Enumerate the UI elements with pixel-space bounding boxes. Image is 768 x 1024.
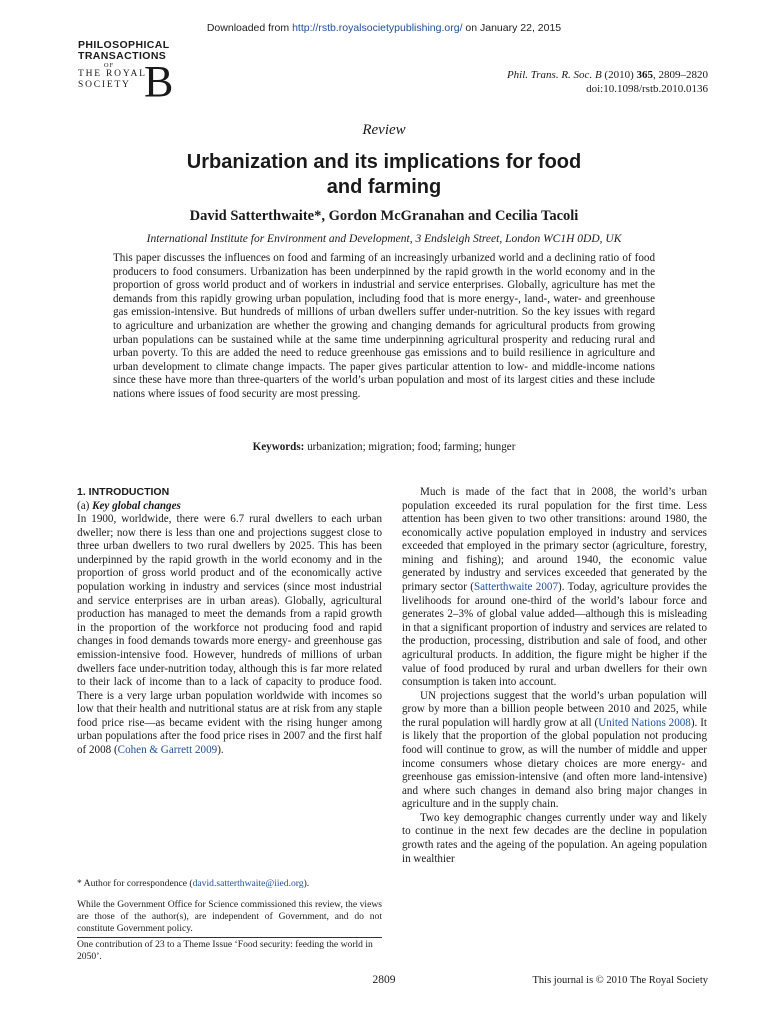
footnote-author: * Author for correspondence (david.satterthwaite@iied.org).	[77, 878, 310, 889]
paragraph: Two key demographic changes currently under way and likely to continue in the next few decades are the decline in population growth rates and the ageing of the population. An ageing population in wealthier	[402, 811, 707, 865]
author-email-link[interactable]: david.satterthwaite@iied.org	[192, 878, 304, 889]
paragraph: Much is made of the fact that in 2008, the world’s urban population exceeded its rural population for the first time. Less attention has been given to two other transitions: around 1980, the economically active population employed in industry and services exceeded that employed in the primary sector (agriculture, forestry, mining and fishing); and around 1940, the economic value generated by industry and services exceeded that generated by the primary sector (Satterthwaite 2007). Today, agriculture provides the livelihoods for around one-third of the world’s labour force and generates 2–3% of global value added—although this is misleading in that a significant proportion of industry and services are related to the production, processing, distribution and sale of food, and other agricultural products. In addition, the figure might be higher if the value of food produced by rural and urban dwellers for their own consumption is taken into account.	[402, 486, 707, 689]
authors: David Satterthwaite*, Gordon McGranahan and Cecilia Tacoli	[189, 208, 579, 224]
footnote-divider	[77, 937, 382, 938]
subsection-heading: (a) Key global changes	[77, 499, 181, 512]
article-type: Review	[362, 122, 406, 138]
footnote-theme: One contribution of 23 to a Theme Issue ‘Food security: feeding the world in 2050’.	[77, 939, 373, 962]
reference-link[interactable]: Cohen & Garrett 2009	[117, 743, 218, 756]
abstract: This paper discusses the influences on food and farming of an increasingly urbanized world and a declining ratio of food producers to food consumers. Urbanization has been underpinned by the rapid growth in the world economy and in the proportion of gross world product and of workers in industrial and service enterprises. Globally, agriculture has met the demands from this rapidly growing urban population, including food that is more energy-, land-, water- and greenhouse gas emission-intensive. But hundreds of millions of urban dwellers suffer under-nutrition. So the key issues with regard to agriculture and urbanization are whether the growing and changing demands for agricultural products from growing urban populations can be sustained while at the same time underpinning agricultural prosperity and reducing rural and urban poverty. To this are added the need to reduce greenhouse gas emissions and to build resilience in agriculture and urban development to climate change impacts. The paper gives particular attention to low- and middle-income nations since these have more than three-quarters of the world’s urban population and most of its largest cities and these include nations where issues of food security are most pressing.	[113, 252, 655, 400]
logo-text: PHILOSOPHICAL TRANSACTIONS	[78, 39, 170, 62]
body-column-right	[402, 486, 707, 866]
body-column-left	[77, 486, 382, 758]
copyright-notice: This journal is © 2010 The Royal Society	[532, 975, 708, 986]
page-number: 2809	[372, 974, 396, 986]
download-url-link[interactable]: http://rstb.royalsocietypublishing.org/	[292, 22, 463, 34]
reference-link[interactable]: Satterthwaite 2007	[473, 581, 558, 594]
affiliation: International Institute for Environment and Development, 3 Endsleigh Street, London WC1H 0DD, UK	[146, 233, 622, 245]
logo-b-mark: B	[144, 57, 174, 106]
section-heading: 1. INTRODUCTION	[77, 486, 170, 498]
paragraph: UN projections suggest that the world’s urban population will grow by more than a billion people between 2010 and 2025, while the rural population will hardly grow at all (United Nations 2008). It is likely that the proportion of the global population not producing food will continue to grow, as will the number of middle and upper income consumers whose dietary choices are more energy- and greenhouse gas emission-intensive (and often more land-intensive) and where such changes in demand also bring major changes in agriculture and in the supply chain.	[402, 689, 707, 811]
doi: doi:10.1098/rstb.2010.0136	[586, 83, 708, 95]
paragraph: In 1900, worldwide, there were 6.7 rural dwellers to each urban dweller; now there is less than one and projections suggest close to three urban dwellers to two rural dwellers by 2025. This has been underpinned by the rapid growth in the world economy and in the proportion of gross world product and of the economically active population working in industry and services (since most industrial and service enterprises are in urban areas). Globally, agricultural production has managed to meet the demands from a rapid growth in the proportion of the workforce not producing food and rapid changes in food demands towards more energy- and greenhouse gas emission-intensive food. However, hundreds of millions of urban dwellers face under-nutrition today, although this is far more related to their lack of income than to a lack of capacity to produce food. There is a very large urban population worldwide with incomes so low that their health and nutritional status are at risk from any staple food price rise—as became evident with the rising hunger among urban populations after the food price rises in 2007 and the first half of 2008 (Cohen & Garrett 2009).	[77, 513, 382, 756]
download-notice: Downloaded from http://rstb.royalsocietypublishing.org/ on January 22, 2015	[206, 22, 562, 34]
keywords: Keywords: urbanization; migration; food; farming; hunger	[252, 441, 516, 453]
footnote-disclaimer: While the Government Office for Science commissioned this review, the views are those of the author(s), are independent of Government, and do not constitute Government policy.	[77, 899, 382, 934]
reference-link[interactable]: United Nations 2008	[598, 716, 691, 729]
journal-logo: PHILOSOPHICAL TRANSACTIONS OF THE ROYAL SOCIETY B	[78, 39, 174, 106]
citation-block: Phil. Trans. R. Soc. B (2010) 365, 2809–2820 doi:10.1098/rstb.2010.0136	[506, 69, 708, 95]
article-title: Urbanization and its implications for food and farming	[186, 151, 582, 198]
